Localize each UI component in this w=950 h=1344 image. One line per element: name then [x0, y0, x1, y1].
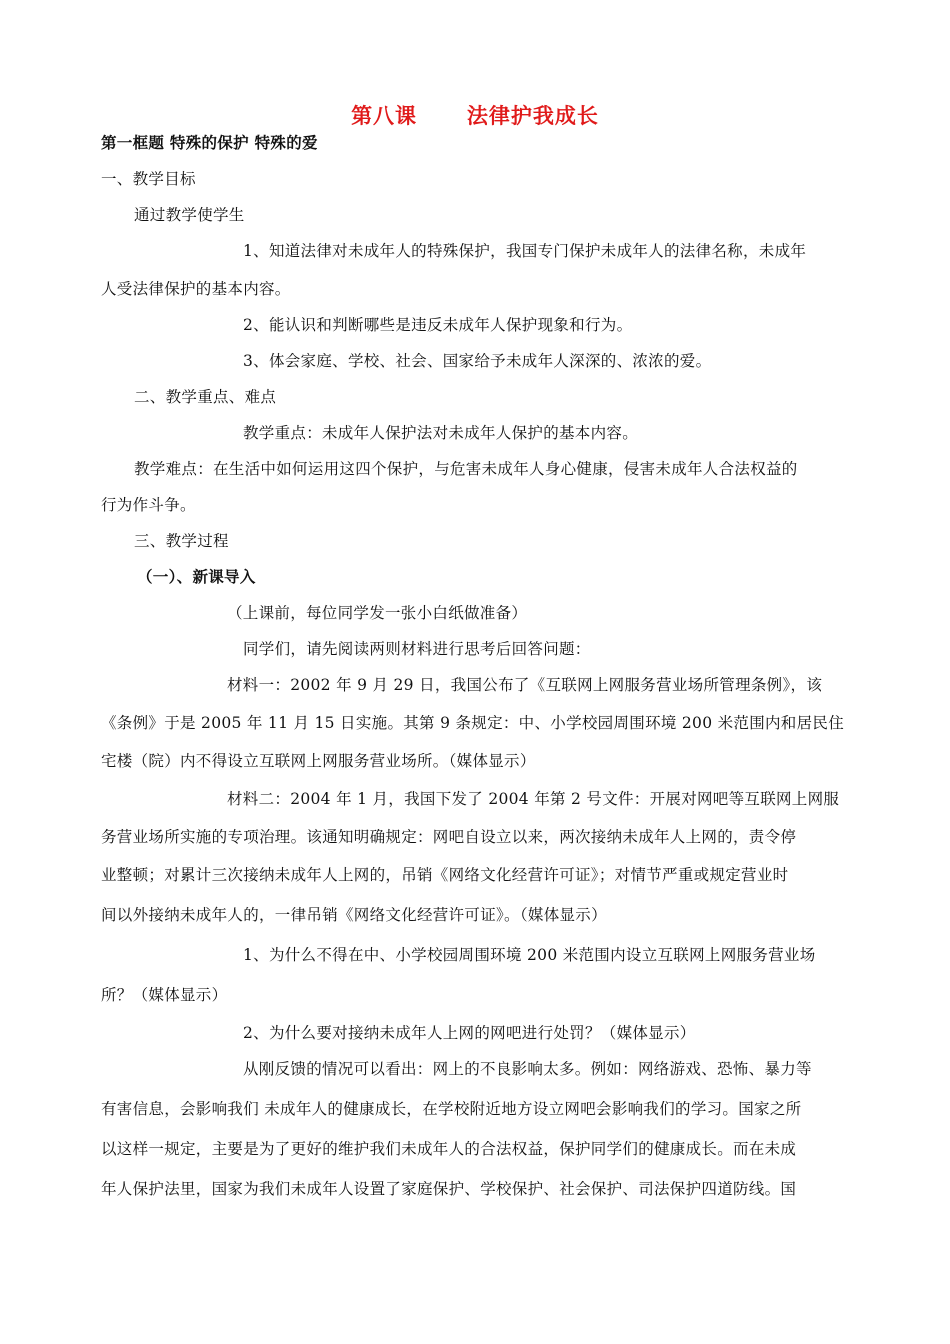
paragraph-line: （上课前，每位同学发一张小白纸做准备）	[227, 604, 528, 622]
paragraph-line: 间以外接纳未成年人的，一律吊销《网络文化经营许可证》。（媒体显示）	[101, 906, 607, 924]
paragraph-line: 通过教学使学生	[134, 206, 245, 224]
paragraph-line: 所？（媒体显示）	[101, 986, 228, 1004]
paragraph-line: 有害信息，会影响我们 未成年人的健康成长，在学校附近地方设立网吧会影响我们的学习。国家之所	[101, 1100, 802, 1118]
paragraph-line: 同学们，请先阅读两则材料进行思考后回答问题：	[243, 640, 591, 658]
paragraph-line: 2、能认识和判断哪些是违反未成年人保护现象和行为。	[243, 316, 633, 334]
heading-process: 三、教学过程	[134, 532, 229, 550]
heading-key-points: 二、教学重点、难点	[134, 388, 277, 406]
paragraph-line: 人受法律保护的基本内容。	[101, 280, 291, 298]
paragraph-line: 年人保护法里，国家为我们未成年人设置了家庭保护、学校保护、社会保护、司法保护四道防线。国	[101, 1180, 797, 1198]
heading-introduction: （一）、新课导入	[137, 568, 256, 586]
paragraph-line: 2、为什么要对接纳未成年人上网的网吧进行处罚？（媒体显示）	[243, 1024, 696, 1042]
paragraph-line: 《条例》于是 2005 年 11 月 15 日实施。其第 9 条规定：中、小学校园周围环境 200 米范围内和居民住	[101, 714, 845, 732]
paragraph-line: 业整顿；对累计三次接纳未成年人上网的，吊销《网络文化经营许可证》；对情节严重或规定营业时	[101, 866, 789, 884]
lesson-title: 第八课 法律护我成长	[351, 104, 599, 128]
paragraph-line: 材料二：2004 年 1 月，我国下发了 2004 年第 2 号文件：开展对网吧等互联网上网服	[227, 790, 840, 808]
paragraph-line: 务营业场所实施的专项治理。该通知明确规定：网吧自设立以来，两次接纳未成年人上网的，责令停	[101, 828, 797, 846]
paragraph-line: 宅楼（院）内不得设立互联网上网服务营业场所。（媒体显示）	[101, 752, 536, 770]
paragraph-line: 1、知道法律对未成年人的特殊保护，我国专门保护未成年人的法律名称，未成年	[243, 242, 807, 260]
paragraph-line: 教学难点：在生活中如何运用这四个保护，与危害未成年人身心健康，侵害未成年人合法权益的	[134, 460, 798, 478]
paragraph-line: 材料一：2002 年 9 月 29 日，我国公布了《互联网上网服务营业场所管理条例》，该	[227, 676, 823, 694]
paragraph-line: 以这样一规定，主要是为了更好的维护我们未成年人的合法权益，保护同学们的健康成长。而在未成	[101, 1140, 797, 1158]
paragraph-line: 从刚反馈的情况可以看出：网上的不良影响太多。例如：网络游戏、恐怖、暴力等	[243, 1060, 812, 1078]
heading-objectives: 一、教学目标	[101, 170, 196, 188]
paragraph-line: 3、体会家庭、学校、社会、国家给予未成年人深深的、浓浓的爱。	[243, 352, 712, 370]
paragraph-line: 行为作斗争。	[101, 496, 196, 514]
paragraph-line: 1、为什么不得在中、小学校园周围环境 200 米范围内设立互联网上网服务营业场	[243, 946, 816, 964]
section-subtitle: 第一框题 特殊的保护 特殊的爱	[101, 134, 318, 152]
paragraph-line: 教学重点：未成年人保护法对未成年人保护的基本内容。	[243, 424, 639, 442]
